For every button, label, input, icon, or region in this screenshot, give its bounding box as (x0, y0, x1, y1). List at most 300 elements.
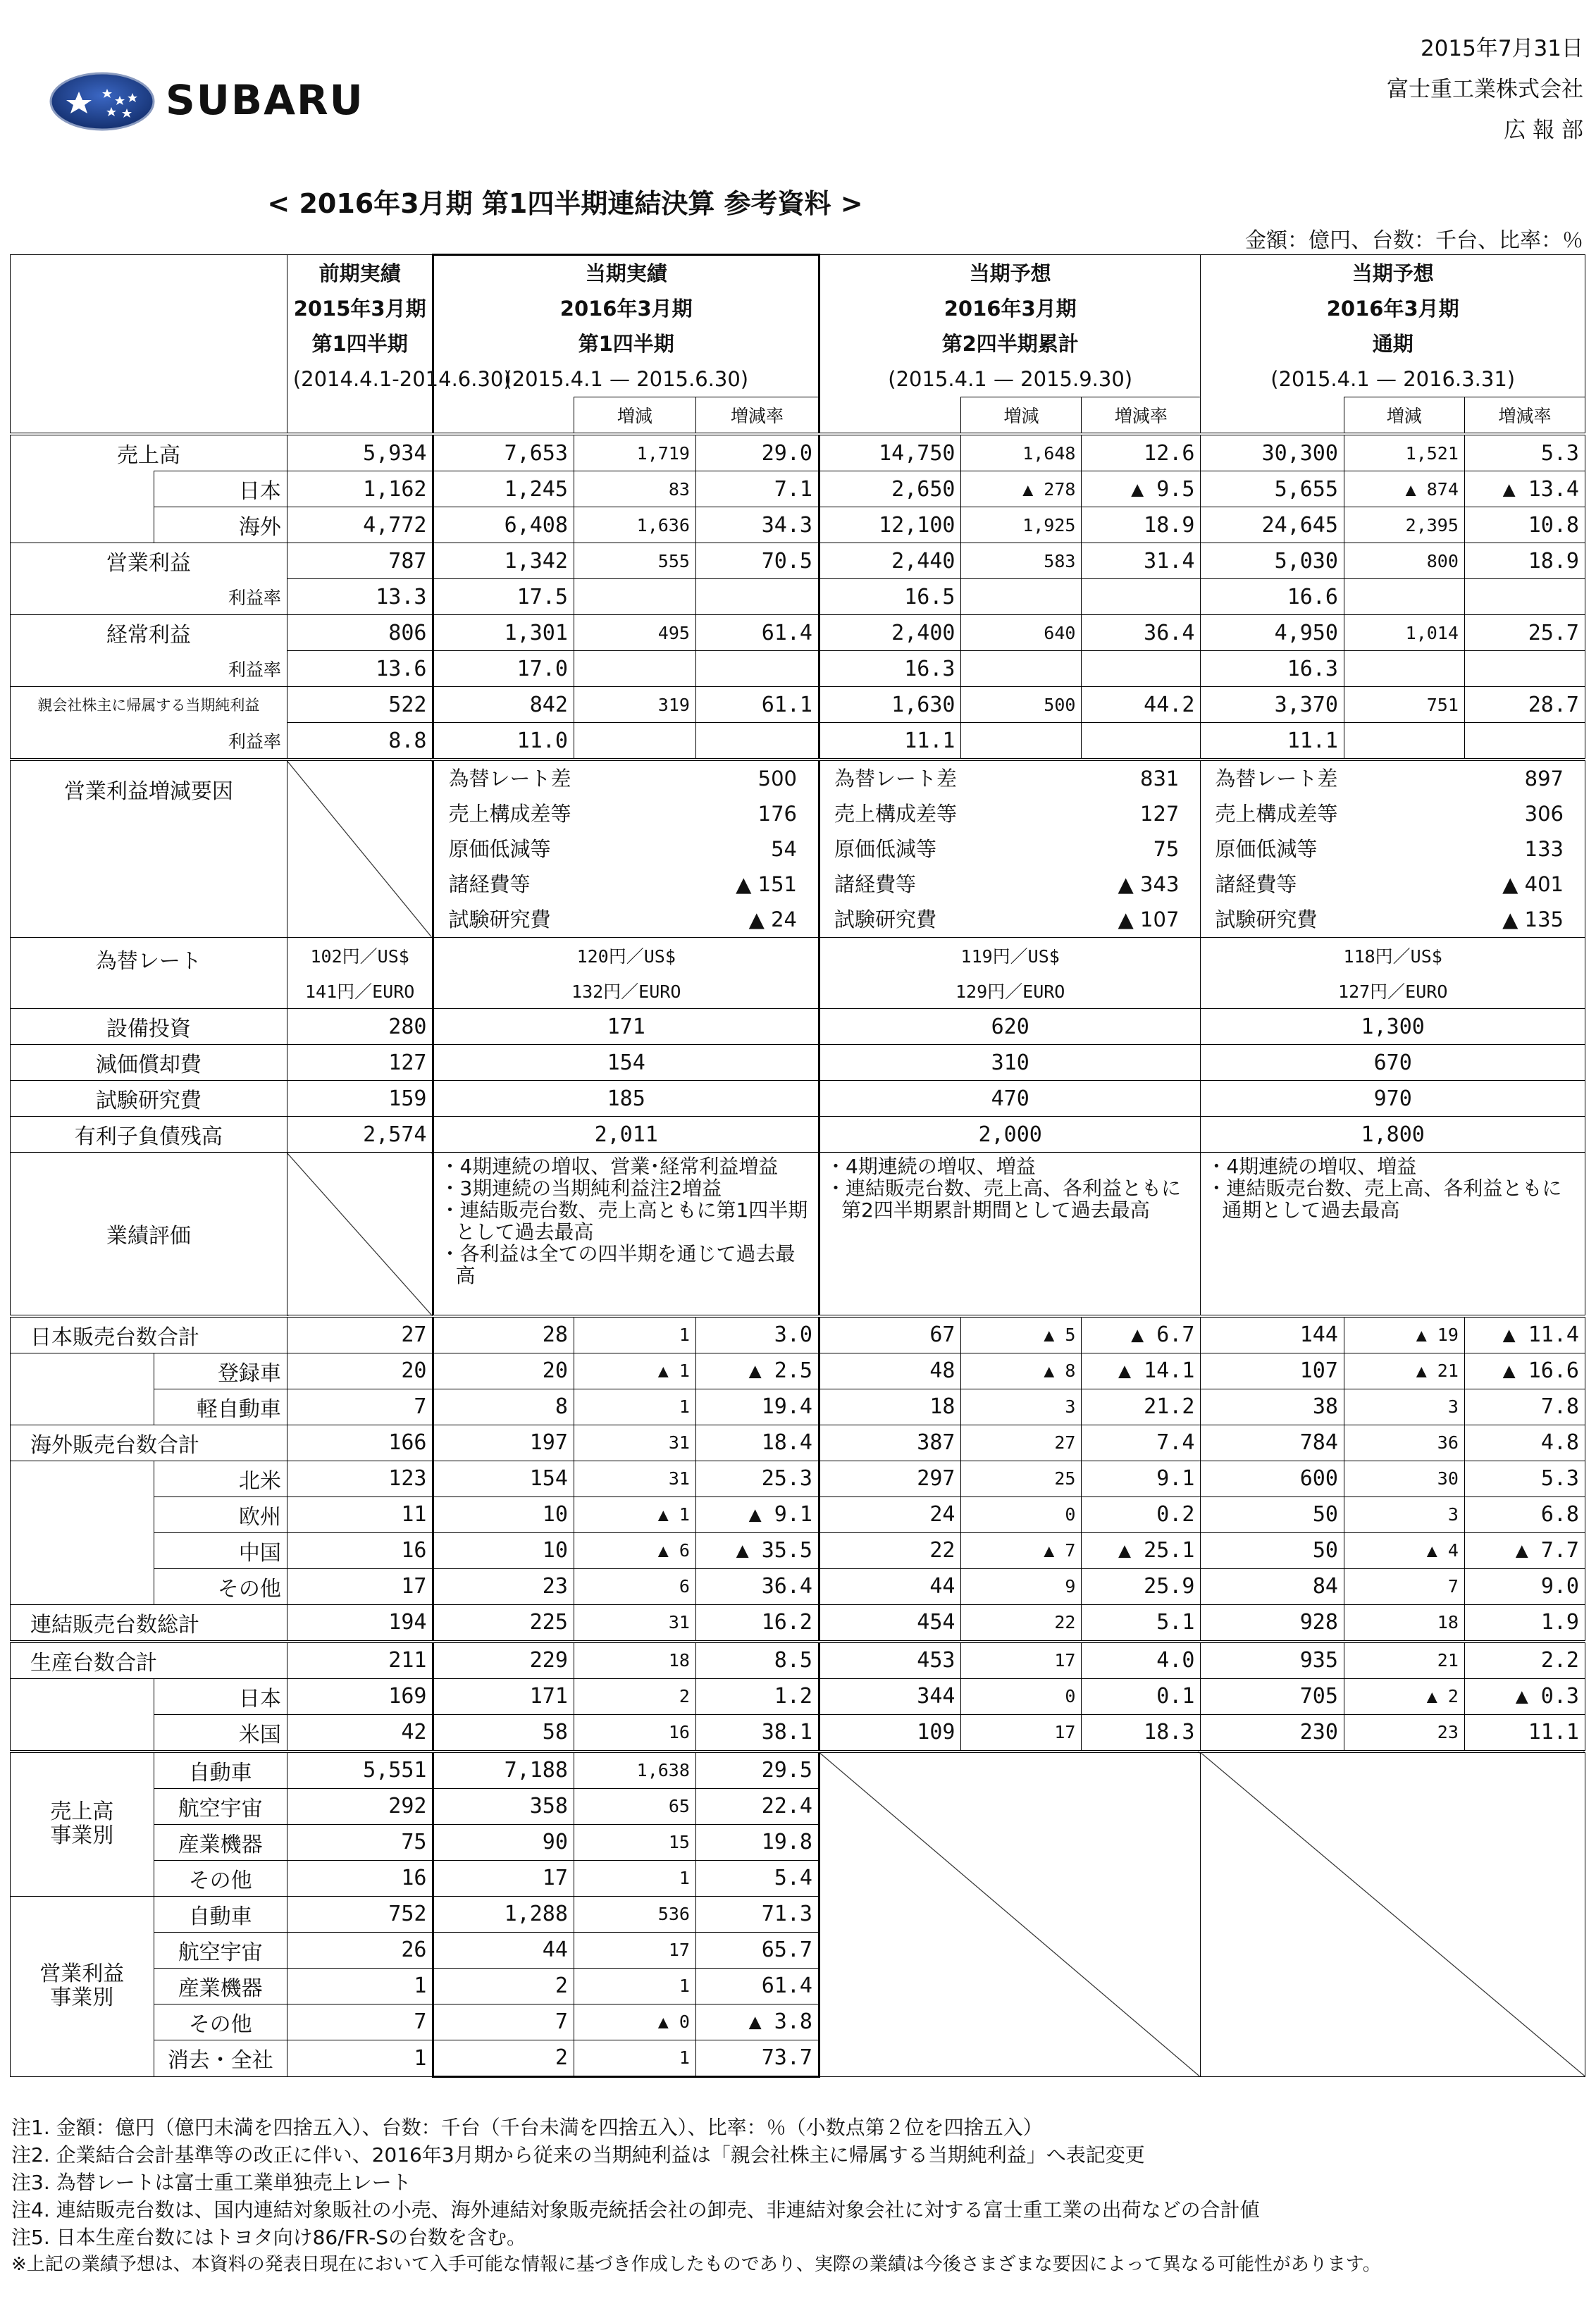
value-cell: 522 (287, 687, 433, 723)
value-cell: 65.7 (695, 1932, 819, 1968)
value-cell: 15 (574, 1824, 695, 1860)
table-row (11, 471, 1585, 507)
value-cell: 38 (1201, 1389, 1344, 1425)
value-cell: ▲ 9.5 (1082, 471, 1201, 507)
value-cell: 2,650 (819, 471, 961, 507)
col-header-fy: (2015.4.1 — 2016.3.31) (1201, 361, 1585, 397)
factors-prev-na (287, 760, 433, 938)
factor-item (441, 902, 811, 937)
value-cell: 73.7 (695, 2040, 819, 2076)
value-cell: 29.0 (695, 434, 819, 471)
value-cell: 292 (287, 1788, 433, 1824)
table-row (11, 1353, 1585, 1389)
value-cell: 61.4 (695, 615, 819, 651)
value-cell: 67 (819, 1316, 961, 1353)
value-cell (695, 723, 819, 760)
row-label: 日本 (154, 1678, 287, 1714)
value-cell: 171 (433, 1678, 574, 1714)
fx-prev: 102円／US$ (287, 938, 433, 974)
units-note: 金額：億円、台数：千台、比率：％ (1245, 228, 1583, 253)
value-cell: 24 (819, 1496, 961, 1532)
table-row (11, 507, 1585, 543)
table-row (11, 1045, 1585, 1081)
value-cell: 211 (287, 1642, 433, 1679)
value-cell: 0 (961, 1496, 1082, 1532)
factor-label: 売上構成差等 (834, 802, 957, 826)
value-cell: 1,301 (433, 615, 574, 651)
value-cell: ▲ 4 (1344, 1532, 1464, 1568)
value-cell: 9.0 (1464, 1568, 1585, 1604)
row-label: 連結販売台数総計 (11, 1604, 287, 1642)
value-cell: 453 (819, 1642, 961, 1679)
value-cell: 358 (433, 1788, 574, 1824)
col-header-rate: 増減率 (695, 397, 819, 435)
row-label: 日本 (154, 471, 287, 507)
col-header-h1: 2016年3月期 (819, 291, 1200, 326)
value-cell: 30,300 (1201, 434, 1344, 471)
value-cell: 555 (574, 543, 695, 579)
results-table (10, 254, 1585, 2078)
factor-item (827, 761, 1193, 796)
value-cell: 25.7 (1464, 615, 1585, 651)
value-cell: 1,300 (1201, 1009, 1585, 1045)
value-cell: ▲ 1 (574, 1353, 695, 1389)
value-cell: 71.3 (695, 1896, 819, 1932)
header-corner (11, 255, 287, 435)
value-cell: 23 (1344, 1714, 1464, 1752)
row-indent (11, 1532, 154, 1568)
value-cell: 30 (1344, 1461, 1464, 1496)
value-cell (961, 579, 1082, 615)
value-cell: 5.3 (1464, 1461, 1585, 1496)
value-cell: ▲ 6 (574, 1532, 695, 1568)
value-cell: 107 (1201, 1353, 1344, 1389)
value-cell: 3.0 (695, 1316, 819, 1353)
value-cell: 123 (287, 1461, 433, 1496)
value-cell: 29.5 (695, 1752, 819, 1789)
fx-q1: 132円／EURO (433, 973, 819, 1009)
value-cell: 842 (433, 687, 574, 723)
value-cell: 6.8 (1464, 1496, 1585, 1532)
segment-group-label: 売上高 事業別 (11, 1752, 154, 1897)
table-row (11, 1496, 1585, 1532)
col-header-fy-blank (1201, 397, 1344, 435)
value-cell: 0.2 (1082, 1496, 1201, 1532)
col-header-prev: 第1四半期 (287, 326, 433, 361)
segments-fy-na (1201, 1752, 1585, 2077)
col-header-h1: (2015.4.1 — 2015.9.30) (819, 361, 1200, 397)
value-cell: ▲ 11.4 (1464, 1316, 1585, 1353)
factor-label: 試験研究費 (834, 907, 936, 931)
value-cell (1344, 723, 1464, 760)
value-cell: 26 (287, 1932, 433, 1968)
value-cell: 7 (1344, 1568, 1464, 1604)
value-cell: 5.4 (695, 1860, 819, 1896)
factor-item (441, 796, 811, 831)
table-row (11, 938, 1585, 974)
factor-label: 原価低減等 (1215, 837, 1318, 861)
value-cell: 4.0 (1082, 1642, 1201, 1679)
value-cell (1464, 723, 1585, 760)
value-cell: 6,408 (433, 507, 574, 543)
footnote: 注4. 連結販売台数は、国内連結対象販社の小売、海外連結対象販売統括会社の卸売、非連結対象会社に対する富士重工業の出荷などの合計値 (11, 2198, 1260, 2221)
col-header-rate: 増減率 (1464, 397, 1585, 435)
value-cell: 1,162 (287, 471, 433, 507)
col-header-h1: 当期予想 (819, 255, 1200, 292)
row-label-margin: 利益率 (11, 579, 287, 615)
factor-label: 為替レート差 (834, 767, 957, 791)
value-cell: 50 (1201, 1532, 1344, 1568)
value-cell: 1,245 (433, 471, 574, 507)
value-cell: 1 (574, 2040, 695, 2076)
value-cell: 0 (961, 1678, 1082, 1714)
value-cell: 787 (287, 543, 433, 579)
factor-label: 為替レート差 (1215, 767, 1338, 791)
value-cell: 22 (819, 1532, 961, 1568)
factors-fy (1201, 760, 1585, 938)
value-cell: 154 (433, 1045, 819, 1081)
value-cell: 1,719 (574, 434, 695, 471)
value-cell: 536 (574, 1896, 695, 1932)
value-cell: ▲ 874 (1344, 471, 1464, 507)
value-cell: ▲ 13.4 (1464, 471, 1585, 507)
value-cell: 5,551 (287, 1752, 433, 1789)
factor-item (441, 867, 811, 902)
value-cell: 470 (819, 1081, 1200, 1117)
value-cell: 3 (1344, 1496, 1464, 1532)
factor-value: 897 (1524, 767, 1564, 791)
value-cell: 751 (1344, 687, 1464, 723)
value-cell: 1.2 (695, 1678, 819, 1714)
value-cell (695, 651, 819, 687)
value-cell: 197 (433, 1425, 574, 1461)
value-cell: 31 (574, 1604, 695, 1642)
segment-group-label: 営業利益 事業別 (11, 1896, 154, 2076)
value-cell: 8 (433, 1389, 574, 1425)
value-cell: 21 (1344, 1642, 1464, 1679)
value-cell: 3,370 (1201, 687, 1344, 723)
value-cell: 17.5 (433, 579, 574, 615)
value-cell: 225 (433, 1604, 574, 1642)
subaru-logo (49, 68, 416, 145)
row-label: 有利子負債残高 (11, 1117, 287, 1153)
value-cell: 5,030 (1201, 543, 1344, 579)
value-cell: 169 (287, 1678, 433, 1714)
value-cell: 2,395 (1344, 507, 1464, 543)
factors-label: 営業利益増減要因 (11, 760, 287, 938)
value-cell: 31 (574, 1425, 695, 1461)
value-cell: 10 (433, 1532, 574, 1568)
value-cell: 7 (287, 1389, 433, 1425)
factor-item (1208, 831, 1578, 867)
table-row (11, 579, 1585, 615)
col-header-change: 増減 (574, 397, 695, 435)
value-cell: 16.2 (695, 1604, 819, 1642)
factor-value: 176 (757, 802, 797, 826)
value-cell: 27 (287, 1316, 433, 1353)
factor-item (1208, 761, 1578, 796)
value-cell: 11.0 (433, 723, 574, 760)
value-cell: 38.1 (695, 1714, 819, 1752)
table-row (11, 1461, 1585, 1496)
value-cell: 4,950 (1201, 615, 1344, 651)
row-indent (11, 1496, 154, 1532)
row-indent (11, 1461, 154, 1496)
value-cell: 806 (287, 615, 433, 651)
factor-item (827, 796, 1193, 831)
table-row (11, 1714, 1585, 1752)
value-cell: 1.9 (1464, 1604, 1585, 1642)
table-row (11, 1532, 1585, 1568)
value-cell: 17.0 (433, 651, 574, 687)
value-cell: 583 (961, 543, 1082, 579)
row-label: 米国 (154, 1714, 287, 1752)
value-cell: 620 (819, 1009, 1200, 1045)
value-cell: 9.1 (1082, 1461, 1201, 1496)
value-cell: 2,440 (819, 543, 961, 579)
value-cell: 7.4 (1082, 1425, 1201, 1461)
evaluation-item: ・3期連続の当期純利益注2増益 (440, 1177, 722, 1200)
value-cell: ▲ 35.5 (695, 1532, 819, 1568)
factors-h1 (819, 760, 1200, 938)
factor-value: 306 (1524, 802, 1564, 826)
row-label-margin: 利益率 (11, 723, 287, 760)
value-cell: 1 (574, 1860, 695, 1896)
value-cell: 25 (961, 1461, 1082, 1496)
value-cell: 5.3 (1464, 434, 1585, 471)
value-cell: 65 (574, 1788, 695, 1824)
evaluation-item: ・連結販売台数、売上高、各利益ともに通期として過去最高 (1206, 1177, 1562, 1222)
row-indent (11, 471, 154, 507)
value-cell: 17 (433, 1860, 574, 1896)
fx-label: 為替レート (11, 938, 287, 1009)
factor-value: 54 (771, 837, 797, 861)
table-row (11, 1316, 1585, 1353)
segment-label: 産業機器 (154, 1968, 287, 2004)
value-cell: 27 (961, 1425, 1082, 1461)
value-cell: 21.2 (1082, 1389, 1201, 1425)
value-cell: 11 (287, 1496, 433, 1532)
value-cell: ▲ 6.7 (1082, 1316, 1201, 1353)
row-label: 営業利益 (11, 543, 287, 579)
value-cell: 5.1 (1082, 1604, 1201, 1642)
value-cell: 230 (1201, 1714, 1344, 1752)
value-cell: ▲ 2 (1344, 1678, 1464, 1714)
col-header-q1: 2016年3月期 (433, 291, 819, 326)
col-header-change: 増減 (1344, 397, 1464, 435)
value-cell: 8.8 (287, 723, 433, 760)
value-cell: 319 (574, 687, 695, 723)
evaluation-label: 業績評価 (11, 1153, 287, 1316)
row-label: 設備投資 (11, 1009, 287, 1045)
evaluation-item: ・4期連続の増収、増益 (825, 1155, 1036, 1178)
factor-label: 原価低減等 (834, 837, 936, 861)
department: 広 報 部 (1504, 118, 1583, 143)
factor-item (827, 831, 1193, 867)
factor-value: 831 (1140, 767, 1180, 791)
row-indent (11, 507, 154, 543)
value-cell: 166 (287, 1425, 433, 1461)
value-cell: 16 (574, 1714, 695, 1752)
footnote: 注3. 為替レートは富士重工業単独売上レート (11, 2171, 412, 2194)
value-cell: 22.4 (695, 1788, 819, 1824)
value-cell: ▲ 16.6 (1464, 1353, 1585, 1389)
col-header-fy: 当期予想 (1201, 255, 1585, 292)
evaluation-q1 (433, 1153, 819, 1316)
value-cell: 600 (1201, 1461, 1344, 1496)
value-cell (574, 723, 695, 760)
value-cell: 1,925 (961, 507, 1082, 543)
footnote: 注5. 日本生産台数にはトヨタ向け86/FR-Sの台数を含む。 (11, 2226, 526, 2249)
value-cell: ▲ 8 (961, 1353, 1082, 1389)
value-cell: 14,750 (819, 434, 961, 471)
value-cell: 90 (433, 1824, 574, 1860)
table-row (11, 1009, 1585, 1045)
value-cell: 44 (433, 1932, 574, 1968)
value-cell: 454 (819, 1604, 961, 1642)
table-row (11, 1081, 1585, 1117)
fx-h1: 119円／US$ (819, 938, 1200, 974)
evaluation-h1 (819, 1153, 1200, 1316)
value-cell (961, 651, 1082, 687)
value-cell: 1 (287, 1968, 433, 2004)
value-cell: 144 (1201, 1316, 1344, 1353)
factor-label: 諸経費等 (1215, 872, 1297, 896)
value-cell: 16 (287, 1860, 433, 1896)
factor-label: 売上構成差等 (448, 802, 571, 826)
value-cell (961, 723, 1082, 760)
value-cell: 2,400 (819, 615, 961, 651)
value-cell: 84 (1201, 1568, 1344, 1604)
table-row (11, 1678, 1585, 1714)
value-cell: 1 (574, 1968, 695, 2004)
value-cell: 20 (287, 1353, 433, 1389)
segment-label: 消去・全社 (154, 2040, 287, 2076)
value-cell: ▲ 0.3 (1464, 1678, 1585, 1714)
value-cell: ▲ 0 (574, 2004, 695, 2040)
segment-label: 航空宇宙 (154, 1788, 287, 1824)
value-cell: 18.4 (695, 1425, 819, 1461)
value-cell: 8.5 (695, 1642, 819, 1679)
row-label: 減価償却費 (11, 1045, 287, 1081)
value-cell: 31.4 (1082, 543, 1201, 579)
value-cell: 24,645 (1201, 507, 1344, 543)
logo-wordmark: SUBARU (166, 76, 364, 124)
factor-item (827, 867, 1193, 902)
value-cell: 670 (1201, 1045, 1585, 1081)
value-cell: 16.3 (1201, 651, 1344, 687)
table-row (11, 434, 1585, 471)
value-cell: ▲ 1 (574, 1496, 695, 1532)
value-cell: 387 (819, 1425, 961, 1461)
table-row (11, 1752, 1585, 1789)
value-cell: 83 (574, 471, 695, 507)
value-cell (695, 579, 819, 615)
col-header-prev-blank (287, 397, 433, 435)
value-cell: 159 (287, 1081, 433, 1117)
factor-label: 試験研究費 (448, 907, 551, 931)
segments-h1-na (819, 1752, 1200, 2077)
factor-item (827, 902, 1193, 937)
value-cell: 23 (433, 1568, 574, 1604)
row-indent (11, 1353, 154, 1389)
evaluation-item: ・連結販売台数、売上高、各利益ともに第2四半期累計期間として過去最高 (825, 1177, 1181, 1222)
row-label: 欧州 (154, 1496, 287, 1532)
footnote: ※上記の業績予想は、本資料の発表日現在において入手可能な情報に基づき作成したものであり、実際の業績は今後さまざまな要因によって異なる可能性があります。 (11, 2254, 1381, 2275)
value-cell: 752 (287, 1896, 433, 1932)
row-label: 北米 (154, 1461, 287, 1496)
factor-label: 諸経費等 (834, 872, 916, 896)
value-cell: 10.8 (1464, 507, 1585, 543)
col-header-prev: 前期実績 (287, 255, 433, 292)
fx-prev: 141円／EURO (287, 973, 433, 1009)
value-cell: 1 (574, 1316, 695, 1353)
row-label: その他 (154, 1568, 287, 1604)
value-cell: 928 (1201, 1604, 1344, 1642)
footnote: 注1. 金額：億円（億円未満を四捨五入）、台数：千台（千台未満を四捨五入）、比率：％（小数点第２位を四捨五入） (11, 2116, 1043, 2139)
segment-label: 産業機器 (154, 1824, 287, 1860)
value-cell (1344, 579, 1464, 615)
table-row (11, 760, 1585, 938)
value-cell: ▲ 19 (1344, 1316, 1464, 1353)
value-cell: 17 (961, 1642, 1082, 1679)
table-row (11, 1604, 1585, 1642)
row-label: 親会社株主に帰属する当期純利益 (11, 687, 287, 723)
evaluation-fy (1201, 1153, 1585, 1316)
factor-item (441, 761, 811, 796)
value-cell: 17 (961, 1714, 1082, 1752)
col-header-rate: 増減率 (1082, 397, 1201, 435)
row-indent (11, 1568, 154, 1604)
table-row (11, 615, 1585, 651)
value-cell: 297 (819, 1461, 961, 1496)
value-cell: 17 (287, 1568, 433, 1604)
value-cell: ▲ 25.1 (1082, 1532, 1201, 1568)
value-cell: 1,648 (961, 434, 1082, 471)
col-header-prev: 2015年3月期 (287, 291, 433, 326)
value-cell: 2 (574, 1678, 695, 1714)
value-cell: 2,000 (819, 1117, 1200, 1153)
factor-item (1208, 867, 1578, 902)
value-cell: 2,011 (433, 1117, 819, 1153)
value-cell: 705 (1201, 1678, 1344, 1714)
value-cell: ▲ 5 (961, 1316, 1082, 1353)
factor-value: ▲ 401 (1502, 872, 1564, 896)
value-cell: 800 (1344, 543, 1464, 579)
factor-label: 試験研究費 (1215, 907, 1318, 931)
value-cell: 229 (433, 1642, 574, 1679)
row-label: 経常利益 (11, 615, 287, 651)
value-cell: 7,653 (433, 434, 574, 471)
row-label: 試験研究費 (11, 1081, 287, 1117)
value-cell: 6 (574, 1568, 695, 1604)
table-row (11, 1642, 1585, 1679)
page-title: < 2016年3月期 第1四半期連結決算 参考資料 > (267, 188, 863, 219)
col-header-change: 増減 (961, 397, 1082, 435)
evaluation-item: ・連結販売台数、売上高ともに第1四半期として過去最高 (440, 1198, 808, 1244)
table-row (11, 651, 1585, 687)
header-info (1387, 28, 1583, 151)
value-cell: 36.4 (1082, 615, 1201, 651)
value-cell: 935 (1201, 1642, 1344, 1679)
row-indent (11, 1389, 154, 1425)
value-cell: 784 (1201, 1425, 1344, 1461)
value-cell: 12,100 (819, 507, 961, 543)
row-indent (11, 1714, 154, 1752)
release-date: 2015年7月31日 (1420, 36, 1583, 61)
value-cell: 48 (819, 1353, 961, 1389)
segment-label: その他 (154, 1860, 287, 1896)
